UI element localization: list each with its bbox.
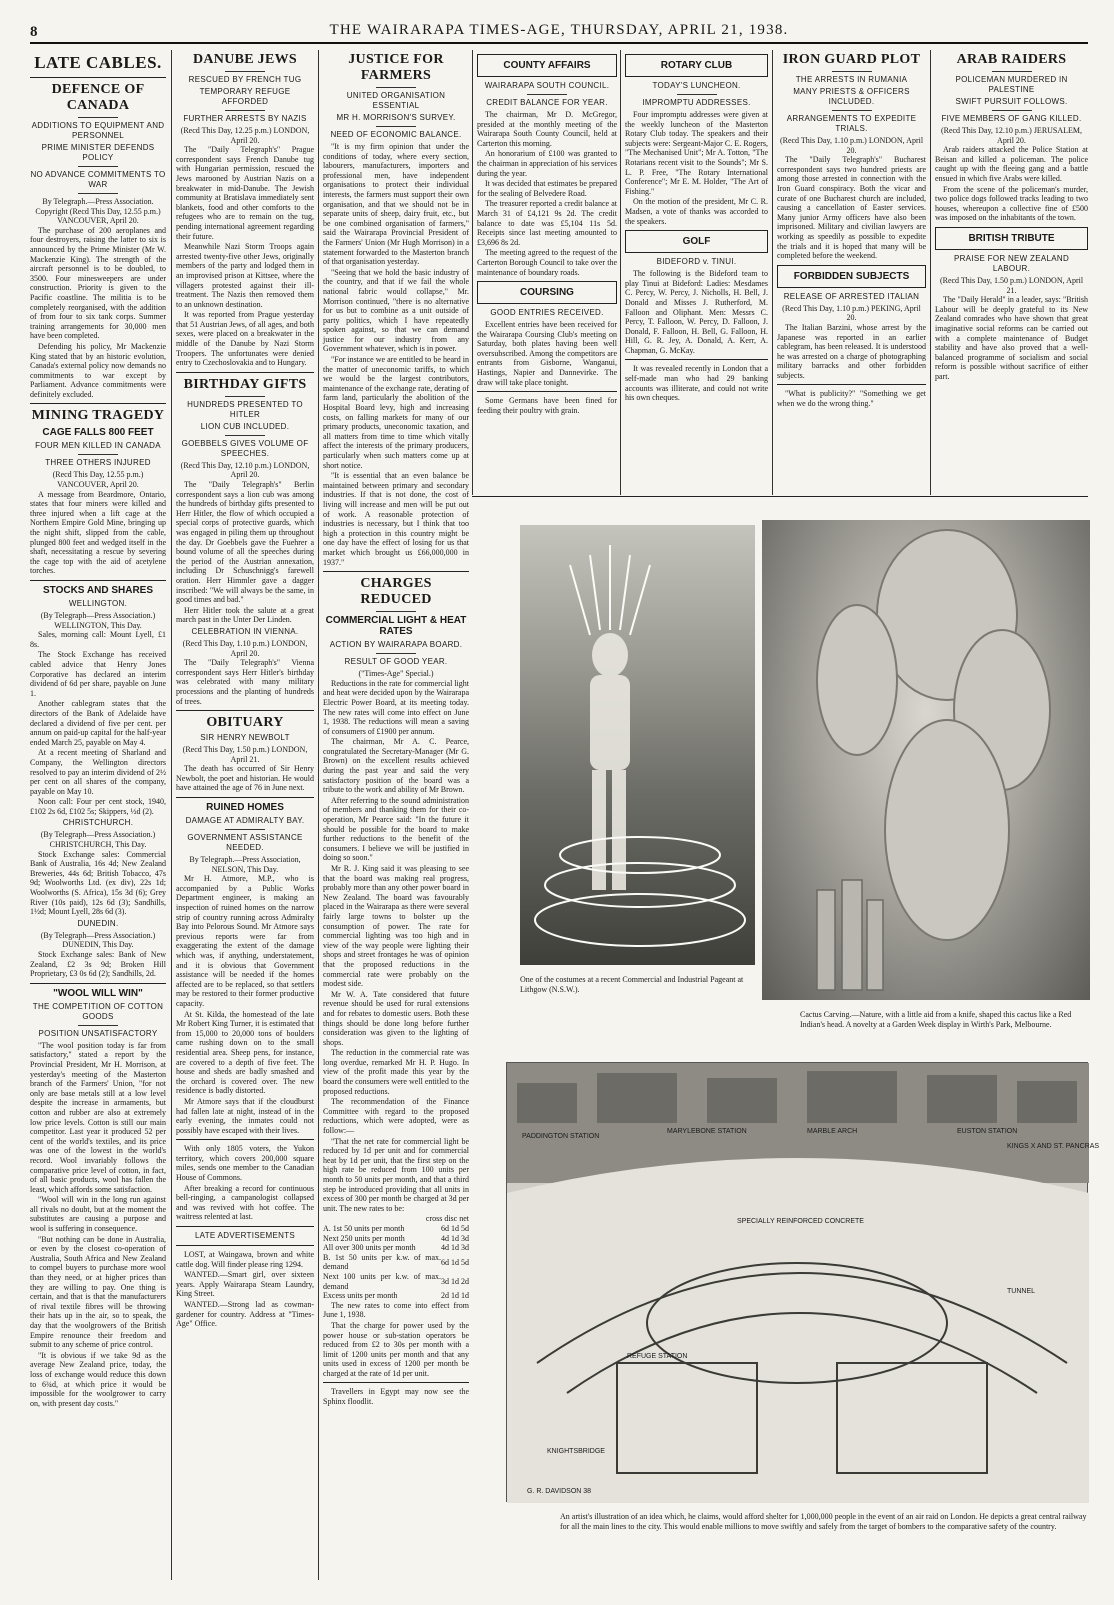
column-rule: [772, 50, 773, 495]
costume-figure-illustration: [520, 525, 755, 965]
article-paragraph: At St. Kilda, the homestead of the late Mr Robert King Turner, it is estimated that from 15,000 to 20,000 tons of boulders came rushing down on to the small residential area. Sheep pens, for instance, are covered to a depth of five feet. The house and sheds are badly smashed and the orchard is covered over. The new residence is badly distorted.: [176, 1009, 314, 1096]
late-cables-heading: LATE CABLES.: [34, 53, 162, 72]
charges-subhead: RESULT OF GOOD YEAR.: [344, 657, 448, 667]
rotary-subhead: IMPROMPTU ADDRESSES.: [642, 98, 751, 107]
iron-guard-headline: IRON GUARD PLOT: [782, 52, 921, 67]
justice-subhead: NEED OF ECONOMIC BALANCE.: [330, 130, 462, 139]
stocks-subhead: CHRISTCHURCH.: [62, 818, 134, 828]
costume-photo-caption: One of the costumes at a recent Commercial and Industrial Pageant at Lithgow (N.S.W.).: [520, 975, 744, 994]
rotary-subhead: TODAY'S LUNCHEON.: [652, 81, 741, 90]
arab-subhead: POLICEMAN MURDERED IN PALESTINE: [955, 75, 1068, 94]
dateline: (Recd This Day, 1.10 p.m.) LONDON, April 20.: [182, 638, 308, 658]
shelter-label: SPECIALLY REINFORCED CONCRETE: [737, 1218, 864, 1225]
wool-headline: "WOOL WILL WIN": [53, 987, 143, 999]
birthday-subhead: LION CUB INCLUDED.: [200, 421, 290, 431]
article-paragraph: "That the net rate for commercial light be reduced by 1d per unit and for commercial heat by 1d per unit, that the first step on the high rate be reduced from 100 units per month to 50 units per month, and that a third step be introduced providing that all units in excess of 300 per month be charged at 3d per unit. The new rates to be:: [323, 1136, 469, 1213]
rates-table: [323, 1224, 469, 1301]
mining-subhead: CAGE FALLS 800 FEET: [42, 427, 154, 439]
defence-subhead: NO ADVANCE COMMITMENTS TO WAR: [30, 170, 166, 189]
classified-ad: WANTED.—Strong lad as cowman-gardener for country. Address at "Times-Age" Office.: [176, 1300, 314, 1329]
article-paragraph: It was revealed recently in London that a self-made man who had 29 banking accounts was illiterate, and could not write his own cheques.: [625, 364, 768, 403]
article-paragraph: Meanwhile Nazi Storm Troops again arrested twenty-five other Jews, originally members of the party and lodged them in an improvised prison at Kittsee, where the villagers protested against their ill-treatment. The Nazis then removed them to an unknown destination.: [176, 242, 314, 309]
county-headline: COUNTY AFFAIRS: [503, 60, 591, 71]
late-ads-heading: LATE ADVERTISEMENTS: [194, 1231, 296, 1241]
danube-subhead: TEMPORARY REFUGE AFFORDED: [199, 87, 291, 106]
dateline: (Recd This Day, 12.10 p.m.) JERUSALEM, April 20.: [940, 126, 1083, 145]
ruined-subhead: DAMAGE AT ADMIRALTY BAY.: [185, 816, 305, 826]
article-paragraph: After breaking a record for continuous bell-ringing, a campanologist collapsed and was revived with hot coffee. The waitress relented at last.: [176, 1183, 314, 1222]
rates-table-header: cross disc net: [425, 1214, 469, 1224]
column-5: [625, 50, 768, 490]
newspaper-title: THE WAIRARAPA TIMES-AGE, THURSDAY, APRIL 21, 1938.: [329, 22, 789, 38]
article-paragraph: Four impromptu addresses were given at the weekly luncheon of the Masterton Rotary Club today. The speakers and their subjects were: Sergeant-Major C. E. Rogers, "The Mechanised Unit"; Mr A. Totton, "The Rotarians recent visit to the Sounds"; Mr S. L. P. Free, "The Rotary International Conference"; Mr E. M. Holder, "The Art of Fishing.": [625, 110, 768, 196]
article-paragraph: "It is my firm opinion that under the conditions of today, where every section, labourers, manufacturers, importers and professional men, have independent organisations to protect their individual interests, the farmers must support their own organisation, and that we should not be in separate units of sheep, dairy fruit, etc., but be one combined organisation of farmers," said the Wairarapa Provincial President of the Farmers' Union (Mr Hugh Morrison) in a statement forwarded to the Masterton branch of that organisation yesterday.: [323, 142, 469, 267]
column-6: [777, 50, 926, 490]
mining-subhead: FOUR MEN KILLED IN CANADA: [35, 441, 161, 451]
article-paragraph: The reduction in the commercial rate was long overdue, remarked Mr H. P. Hugo. In view of the profit made this year by the board the consumers were well entitled to the proposed reductions.: [323, 1048, 469, 1096]
article-paragraph: "But nothing can be done in Australia, or even by the closest co-operation of Australia, South Africa and New Zealand to compel buyers to purchase more wool than they need, or at higher prices than they are willing to pay. One thing is certain, and that is that the manufacturers of rival textile fibres will be throwing their hats up in the air, so to speak, the day that the woolgrowers of the British Empire renounce their freedom and submit to any scheme of price control.: [30, 1234, 166, 1350]
shelter-label: KINGS X AND ST. PANCRAS: [1007, 1143, 1100, 1150]
county-subhead: CREDIT BALANCE FOR YEAR.: [486, 98, 608, 107]
dateline: (By Telegraph—Press Association.) DUNEDIN, This Day.: [40, 930, 156, 950]
british-tribute-headline: BRITISH TRIBUTE: [968, 232, 1055, 244]
shelter-label: EUSTON STATION: [957, 1128, 1018, 1135]
cactus-head-illustration: [762, 520, 1090, 1000]
article-paragraph: Reductions in the rate for commercial light and heat were decided upon by the Wairarapa Electric Power Board, at its meeting today. The new rates will come into effect on June 1, 1938. The reductions will mean a saving of consumers of £1900 per annum.: [323, 678, 469, 736]
table-row: B. 1st 50 units per k.w. of max. demand 6d 1d 5d: [323, 1252, 469, 1272]
arab-headline: ARAB RAIDERS: [956, 52, 1067, 67]
column-rule: [620, 50, 621, 495]
dateline: (Recd This Day, 12.10 p.m.) LONDON, April 20.: [180, 460, 310, 480]
dateline: (Recd This Day, 12.25 p.m.) LONDON, April 20.: [180, 126, 310, 145]
article-paragraph: On the motion of the president, Mr C. R. Madsen, a vote of thanks was accorded to the speakers.: [625, 197, 768, 226]
article-paragraph: "It is obvious if we take 9d as the average New Zealand price, today, the loss of exchange would reduce this down to 6¾d, at which price it would be impossible for the woolgrower to carry on, with present day costs.": [30, 1350, 166, 1408]
shelter-label: KNIGHTSBRIDGE: [547, 1448, 605, 1455]
birthday-subhead: GOEBBELS GIVES VOLUME OF SPEECHES.: [181, 438, 309, 458]
column-1: [30, 50, 166, 1580]
article-paragraph: The "Daily Telegraph's" Vienna correspondent says Herr Hitler's birthday was celebrated with many military processions and the planting of hundreds of trees.: [176, 658, 314, 706]
shelter-illustration: [506, 1062, 1100, 1502]
classified-ad: WANTED.—Smart girl, over sixteen years. Apply Wairarapa Steam Laundry, King Street.: [176, 1270, 314, 1299]
cactus-photo: [762, 520, 1090, 1000]
charges-subhead: COMMERCIAL LIGHT & HEAT RATES: [325, 615, 467, 638]
article-paragraph: The "Daily Telegraph's" Bucharest correspondent says two hundred priests are among those arrested in connection with the Iron Guard conspiracy. Both the vicar and curate of one Bucharest church are included, causing a cancellation of Easter services. Many junior Army officers have also been imprisoned. Military and civilian lawyers are working as speedily as possible to expedite the trials and it is hoped that many will be completed before the weekend.: [777, 155, 926, 261]
article-paragraph: Mr W. A. Tate considered that future revenue should be used for rural extensions and for rebates to domestic users. Both these things should be done long before further consideration was given to the lighting of shops.: [323, 989, 469, 1047]
article-paragraph: The chairman, Mr D. McGregor, presided at the monthly meeting of the Wairarapa South County Council, held at Carterton this morning.: [477, 110, 617, 148]
article-paragraph: Herr Hitler took the salute at a great march past in the Unter Der Linden.: [176, 605, 314, 625]
ruined-headline: RUINED HOMES: [206, 802, 284, 814]
article-paragraph: Mr H. Atmore, M.P., who is accompanied by a Public Works Department engineer, is making an inspection of ruined homes on the narrow strip of country running across Admiralty Bay into Pelorous Sound. Mr Atmore says previous reports were far from exaggerating the extent of the damage which was, if anything, understatement, and it is obvious that Government assistance will be needed if the homes affected are to be replaced, so that settlers may be restored to their former productive capacity.: [176, 874, 314, 1008]
article-paragraph: The Stock Exchange has received cabled advice that Henry Jones Corporative has declared an interim dividend of 6d per share, payable on June 1.: [30, 650, 166, 698]
article-paragraph: "Seeing that we hold the basic industry of the country, and that if we fail the whole national fabric would collapse," Mr. Morrison continued, "there is no alternative for us but to combine as a unit outside of party politics, which I have repeatedly spoken against, so that we can demand justice for our industry from any Government whatever, which is in power.: [323, 267, 469, 354]
dateline: ("Times-Age" Special.): [358, 669, 434, 679]
article-paragraph: With only 1805 voters, the Yukon territory, which covers 200,000 square miles, sends one member to the Canadian House of Commons.: [176, 1144, 314, 1183]
article-paragraph: That the charge for power used by the power house or sub-station operators be reduced from £2 to 30s per month with a limit of 1200 units per month and that any units used in excess of 1200 per month be charged at the rate of 1d per unit.: [323, 1320, 469, 1378]
golf-headline: GOLF: [682, 236, 711, 248]
column-rule: [472, 50, 473, 495]
article-paragraph: Stock Exchange sales: Commercial Bank of Australia, 16s 4d; New Zealand Breweries, 44s 6d; British Tobacco, 47s 9d; Woolworths Ltd. (ex div), 22s 1d; Woolworths (S. Africa), 15s 3d (6); Grey River (10s paid), 12s 6d (3); Sandhills, 1½d; Mount Lyell, 28s 6d (3).: [30, 849, 166, 917]
danube-subhead: RESCUED BY FRENCH TUG: [188, 75, 302, 84]
dateline: By Telegraph.—Press Association. Copyright (Recd This Day, 12.55 p.m.) VANCOUVER, April 20.: [35, 197, 161, 226]
article-paragraph: Sales, morning call: Mount Lyell, £1 8s.: [30, 630, 166, 649]
charges-headline: CHARGES REDUCED: [360, 576, 432, 608]
coursing-subhead: GOOD ENTRIES RECEIVED.: [490, 308, 604, 318]
arab-subhead: SWIFT PURSUIT FOLLOWS.: [955, 97, 1068, 106]
forbidden-subhead: RELEASE OF ARRESTED ITALIAN: [783, 291, 920, 301]
obituary-headline: OBITUARY: [206, 715, 284, 731]
column-3: [323, 50, 469, 1580]
shelter-label: G. R. DAVIDSON 38: [527, 1488, 592, 1495]
shelter-label: TUNNEL: [1007, 1288, 1036, 1295]
table-row: All over 300 units per month 4d 1d 3d: [323, 1243, 469, 1253]
defence-subhead: ADDITIONS TO EQUIPMENT AND PERSONNEL: [31, 121, 165, 140]
dateline: (By Telegraph—Press Association.) WELLINGTON, This Day.: [40, 611, 156, 630]
shelter-label: MARBLE ARCH: [807, 1128, 858, 1135]
dateline: (Recd This Day, 12.55 p.m.) VANCOUVER, April 20.: [52, 470, 144, 490]
cactus-photo-caption: Cactus Carving.—Nature, with a little aid from a knife, shaped this cactus like a Red Indian's head. A novelty at a Garden Week display in Wirth's Park, Melbourne.: [800, 1010, 1072, 1029]
classified-ad: LOST, at Waingawa, brown and white cattle dog. Will finder please ring 1294.: [176, 1250, 314, 1269]
article-paragraph: Defending his policy, Mr Mackenzie King stated that by an historic evolution, Canada's external policy now demands no commitments to war except by Parliament. Advance commitments were definitely excluded.: [30, 341, 166, 399]
article-paragraph: The following is the Bideford team to play Tinui at Bideford: Ladies: Mesdames C. Percy, W. Percy, J. Nicholls, H. Bell, J. Donald and Misses J. Rutherford, M. Falloon and Oliphant. Men: Messrs C. Percy, T. Falloon, W. Percy, D. Falloon, J. Donald, F. Falloon, H. Bell, G. Falloon, H. Hill, G. R. Jey, A. Donald, A. Kerr, A. Chapman, G. McKay.: [625, 269, 768, 355]
coursing-headline: COURSING: [520, 287, 574, 299]
costume-photo: [520, 525, 755, 965]
article-paragraph: It was decided that estimates be prepared for the sealing of Belvedere Road.: [477, 179, 617, 198]
stocks-subhead: DUNEDIN.: [77, 918, 119, 928]
birthday-subhead: HUNDREDS PRESENTED TO HITLER: [187, 399, 303, 419]
column-4: [477, 50, 617, 490]
forbidden-headline: FORBIDDEN SUBJECTS: [793, 270, 910, 282]
charges-subhead: ACTION BY WAIRARAPA BOARD.: [329, 640, 463, 650]
article-paragraph: The Italian Barzini, whose arrest by the Japanese was reported in an earlier cablegram, has been released. It is understood he was arrested on a charge of photographing military barracks and other forbidden subjects.: [777, 322, 926, 380]
county-subhead: WAIRARAPA SOUTH COUNCIL.: [484, 81, 610, 90]
article-paragraph: The "Daily Telegraph's" Berlin correspondent says a lion cub was among the hundreds of birthday gifts presented to Herr Hitler, the flow of which occupied a special corps of protective guards, which was engaged in piling them up throughout the day. Dr Goebbels gave the Fuehrer a bound volume of all the speeches during the period of the Austrian annexation, including Dr Schuschnigg's farewell oration. Herr Himmler gave a dagger inscribed: "We will always be the same, in good times and bad.": [176, 480, 314, 605]
birthday-headline: BIRTHDAY GIFTS: [183, 376, 307, 392]
column-rule: [930, 50, 931, 495]
article-paragraph: The chairman, Mr A. C. Pearce, congratulated the Secretary-Manager (Mr G. Brown) on the excellent results achieved during the past year and said the very satisfactory position of the board was a tribute to the work and ability of Mr Brown.: [323, 737, 469, 795]
defence-subhead: PRIME MINISTER DEFENDS POLICY: [41, 143, 155, 162]
article-paragraph: The recommendation of the Finance Committee with regard to the proposed reductions, which were adopted, were as follow:—: [323, 1097, 469, 1136]
justice-subhead: MR H. MORRISON'S SURVEY.: [336, 113, 456, 122]
british-tribute-subhead: PRAISE FOR NEW ZEALAND LABOUR.: [953, 253, 1070, 273]
dateline: (Recd This Day, 1.50 p.m.) LONDON, April 21.: [939, 275, 1084, 295]
shelter-label: PADDINGTON STATION: [522, 1133, 600, 1140]
article-paragraph: The purchase of 200 aeroplanes and four destroyers, raising the latter to six is announced by the Prime Minister (Mr W. Mackenzie King). The strength of the aircraft personnel is to be doubled, to 3500. Four minesweepers are under construction. Priority is given to the Pacific coastline. The militia is to be completely reorganised, with the addition of from four to six tank corps. Summer training arrangements for 30,000 men have been completed.: [30, 225, 166, 341]
section-divider: [472, 496, 1088, 497]
article-paragraph: From the scene of the policeman's murder, two police dogs followed tracks leading to two houses, whereupon a collective fine of £500 was imposed on the inhabitants of the town.: [935, 184, 1088, 223]
article-paragraph: The treasurer reported a credit balance at March 31 of £4,121 9s 2d. The credit balance to date was £5,104 11s 5d. Receipts since last meeting amounted to £3,696 8s 2d.: [477, 199, 617, 247]
danube-subhead: FURTHER ARRESTS BY NAZIS: [183, 114, 307, 123]
article-paragraph: "It is essential that an even balance be maintained between primary and secondary industries. If that is not done, the cost of living will increase and men will be put out of work. A reasonable protection of industries is necessary, but I think that too high a protection in this country might be one day have the effect of losing for us that market which brought us £66,000,000 in 1937.": [323, 471, 469, 567]
defence-headline: DEFENCE OF CANADA: [51, 82, 145, 113]
mining-subhead: THREE OTHERS INJURED: [45, 458, 151, 468]
shelter-illustration-caption: An artist's illustration of an idea which, he claims, would afford shelter for 1,000,000 people in the event of an air raid on London. He depicts a great central railway for all the main lines to the city. This would enable millions to move swiftly and safely from the target of bombers to the comparative safety of the country.: [560, 1512, 1087, 1531]
dateline: (By Telegraph—Press Association.) CHRISTCHURCH, This Day.: [40, 830, 156, 850]
dateline: (Recd This Day, 1.10 p.m.) LONDON, April 20.: [779, 136, 924, 155]
article-paragraph: "Wool will win in the long run against all rivals no doubt, but at the moment the substitutes are causing a purpose and wool is suffering in consequence.: [30, 1195, 166, 1234]
shelter-drawing: [507, 1063, 1100, 1503]
page-number: 8: [30, 24, 38, 40]
mining-headline: MINING TRAGEDY: [31, 408, 165, 424]
golf-subhead: BIDEFORD v. TINUI.: [656, 257, 737, 267]
wool-subhead: POSITION UNSATISFACTORY: [38, 1028, 158, 1038]
article-paragraph: After referring to the sound administration of members and thanking them for their co-operation, Mr Pearce said: "In the future it should be possible for the board to make further reductions to the benefit of the consumers. I believe we will be justified in doing so soon.": [323, 795, 469, 863]
column-rule: [171, 50, 172, 1580]
column-2: [176, 50, 314, 1580]
stocks-headline: STOCKS AND SHARES: [42, 585, 153, 596]
article-paragraph: "What is publicity?" "Something we get when we do the wrong thing.": [777, 389, 926, 409]
dateline: (Recd This Day, 1.10 p.m.) PEKING, April 20.: [782, 303, 921, 323]
article-paragraph: Some Germans have been fined for feeding their poultry with grain.: [477, 396, 617, 415]
obituary-subhead: SIR HENRY NEWBOLT: [200, 733, 290, 743]
iron-guard-subhead: MANY PRIESTS & OFFICERS INCLUDED.: [793, 87, 910, 106]
table-row: Next 100 units per k.w. of max. demand 3d 1d 2d: [323, 1271, 469, 1291]
article-paragraph: Arab raiders attacked the Police Station at Beisan and killed a policeman. The police caught up with the fleeing gang and a battle ensued in which five Arabs were killed.: [935, 145, 1088, 183]
article-paragraph: An honorarium of £100 was granted to the chairman in appreciation of his services during the year.: [477, 149, 617, 178]
article-paragraph: The new rates to come into effect from June 1, 1938.: [323, 1300, 469, 1320]
justice-subhead: UNITED ORGANISATION ESSENTIAL: [346, 91, 446, 110]
table-row: A. 1st 50 units per month 6d 1d 5d: [323, 1223, 469, 1233]
shelter-label: REFUGE STATION: [627, 1353, 688, 1360]
article-paragraph: The "Daily Herald" in a leader, says: "British Labour will be deeply grateful to its New Zealand comrades who have shown that great imaginative social reforms can be carried out with a complete maintenance of Budget stability and have also proved that a well-balanced programme of socialism and social reform is possible without sacrifice of either part.: [935, 295, 1088, 381]
dateline: By Telegraph.—Press Association, NELSON, This Day.: [189, 855, 301, 874]
iron-guard-subhead: THE ARRESTS IN RUMANIA: [795, 75, 908, 84]
article-paragraph: At a recent meeting of Sharland and Company, the Wellington directors resolved to pay an interim dividend of 2½ per cent on all shares of the company, payable on May 10.: [30, 748, 166, 796]
iron-guard-subhead: ARRANGEMENTS TO EXPEDITE TRIALS.: [786, 114, 917, 133]
article-paragraph: A message from Beardmore, Ontario, states that four miners were killed and three injured when a lift cage at the Northern Empire Gold Mine, bringing up the night shift, slipped from the cable, plunged 800 feet and wedged itself in the shaft, necessitating a rescue by severing the cage top with the aid of acetylene torches.: [30, 489, 166, 576]
shelter-label: MARYLEBONE STATION: [667, 1128, 747, 1135]
column-7: [935, 50, 1088, 490]
stocks-subhead: WELLINGTON.: [68, 599, 128, 608]
masthead: [30, 18, 1088, 44]
table-row: Next 250 units per month 4d 1d 3d: [323, 1233, 469, 1243]
article-paragraph: The meeting agreed to the request of the Carterton Borough Council to take over the maintenance of boundary roads.: [477, 248, 617, 277]
article-paragraph: Excellent entries have been received for the Wairarapa Coursing Club's meeting on Saturday, both plates having been well oversubscribed. Among the competitors are entrants from Gisborne, Wanganui, Hastings, Napier and Dannevirke. The draw will take place tonight.: [477, 320, 617, 387]
article-paragraph: The "Daily Telegraph's" Prague correspondent says French Danube tug with Hungarian permission, rescued the Jews marooned by Austrian Nazis on a breakwater in mid-Danube. The Jewish community at Bratislava immediately sent blankets, food and other comforts to the refugees who are to remain on the tug, pending international agreement regarding their future.: [176, 145, 314, 241]
article-paragraph: Mr Atmore says that if the cloudburst had fallen late at night, instead of in the early evening, the inmates could not possibly have escaped with their lives.: [176, 1096, 314, 1135]
column-rule: [318, 50, 319, 1580]
article-paragraph: "For instance we are entitled to be heard in the matter of uneconomic tariffs, to which we would be the largest contributors, maintenance of the exchange rate, derating of farm land, particularly the abolition of the Hospital Board levy, high and increasing costs, on falling markets for many of our primary products, uneconomic taxation, and all matters from time to time which vitally affect the interests of the primary producers, particularly when such matters come up at short notice.: [323, 355, 469, 470]
dateline: (Recd This Day, 1.50 p.m.) LONDON, April 21.: [182, 745, 308, 764]
article-paragraph: Stock Exchange sales: Bank of New Zealand, £2 3s 9d; Broken Hill Proprietary, £3 0s 6d (2); Sandhills, 2d.: [30, 950, 166, 979]
article-paragraph: The death has occurred of Sir Henry Newbolt, the poet and historian. He would have attained the age of 76 in June next.: [176, 764, 314, 793]
wool-subhead: THE COMPETITION OF COTTON GOODS: [32, 1001, 164, 1021]
rotary-headline: ROTARY CLUB: [660, 60, 733, 71]
table-row: Excess units per month 2d 1d 1d: [323, 1291, 469, 1301]
article-paragraph: Mr R. J. King said it was pleasing to see that the board was making real progress, probably more than any other power board in New Zealand. The board was favourably placed in the Wairarapa as there were several fairly large towns to bolster up the consumption of power. The rate for commercial lighting was too high and in view of the way people were lighting their shops and street frontages he was of opinion that the proposed reductions in the commercial rate were probably on the modest side.: [323, 864, 469, 989]
arab-subhead: FIVE MEMBERS OF GANG KILLED.: [941, 114, 1082, 123]
article-paragraph: Travellers in Egypt may now see the Sphinx floodlit.: [323, 1387, 469, 1407]
danube-headline: DANUBE JEWS: [192, 52, 298, 67]
article-paragraph: It was reported from Prague yesterday that 51 Austrian Jews, of all ages, and both sexes, were placed on a breakwater in the middle of the Danube by Nazi Storm Troopers. The unfortunates were denied entry to Czechoslovakia and to Hungary.: [176, 310, 314, 368]
birthday-subhead: CELEBRATION IN VIENNA.: [191, 626, 299, 636]
article-paragraph: Another cablegram states that the directors of the Bank of Adelaide have declared a dividend of five per cent. per annum on paid-up capital for the half-year ended March 25, payable on May 4.: [30, 699, 166, 747]
justice-headline: JUSTICE FOR FARMERS: [348, 52, 444, 83]
article-paragraph: "The wool position today is far from satisfactory," stated a report by the Provincial President, Mr H. Morrison, at yesterday's meeting of the Masterton branch of the Farmers' Union, "for not only are base metals still at a low level despite the increase in armaments, but cotton and rubber are also at extremely low price levels. Cotton is still our main competitor. Last year it produced 52 per cent of the world's textiles, and its price was one of the lowest in the world's record. Wool invariably follows the comparative price level of cotton, in fact, of all basic products, wool has fallen the least, which affords some satisfaction.: [30, 1040, 166, 1194]
ruined-subhead: GOVERNMENT ASSISTANCE NEEDED.: [187, 833, 303, 853]
article-paragraph: Noon call: Four per cent stock, 1940, £102 2s 6d, £102 5s; Skippers, ½d (2).: [30, 797, 166, 816]
